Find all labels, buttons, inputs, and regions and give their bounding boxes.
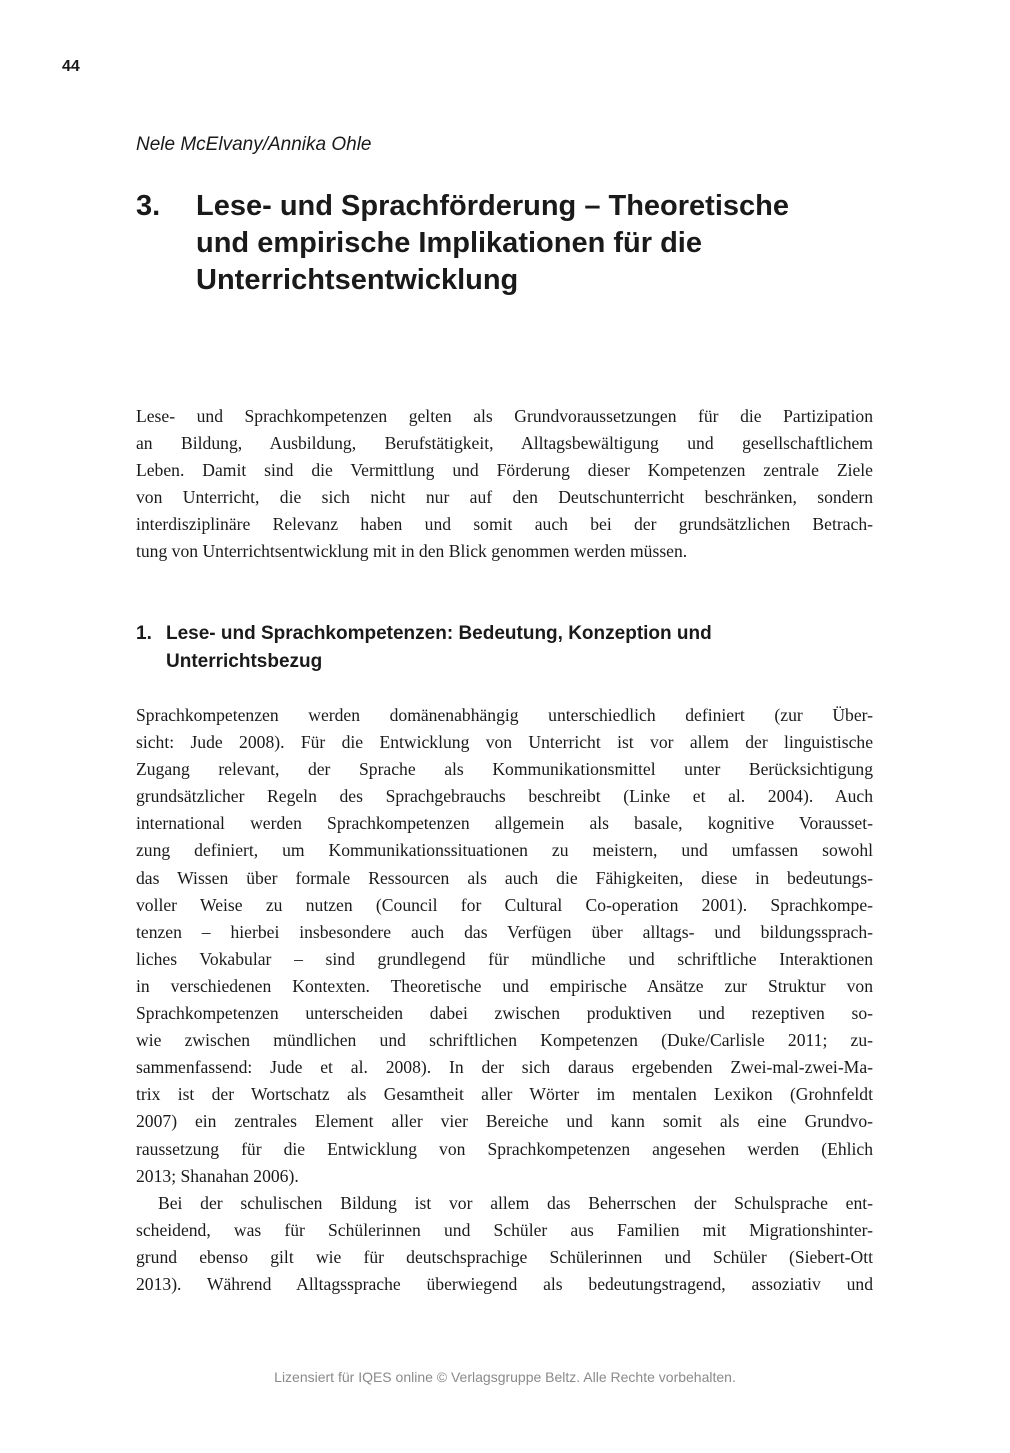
text-line: von Unterricht, die sich nicht nur auf den Deutschunterricht beschränken, sondern xyxy=(136,487,873,508)
text-line: Sprachkompetenzen werden domänenabhängig unterschiedlich definiert (zur Über- xyxy=(136,705,873,725)
text-line: wie zwischen mündlichen und schriftlichen Kompetenzen (Duke/Carlisle 2011; zu- xyxy=(136,1030,873,1051)
text-line: Sprachkompetenzen unterscheiden dabei zwischen produktiven und rezeptiven so- xyxy=(136,1003,873,1024)
chapter-authors: Nele McElvany/Annika Ohle xyxy=(136,134,372,155)
chapter-title xyxy=(136,188,896,299)
text-line: 2013). Während Alltagssprache überwiegend als bedeutungstragend, assoziativ und xyxy=(136,1273,873,1294)
text-line: das Wissen über formale Ressourcen als auch die Fähigkeiten, diese in bedeutungs- xyxy=(136,867,873,888)
section-title-line: Unterrichtsbezug xyxy=(166,651,323,672)
chapter-title-line: Unterrichtsentwicklung xyxy=(196,264,519,296)
text-line: voller Weise zu nutzen (Council for Cultural Co-operation 2001). Sprachkompe- xyxy=(136,894,873,915)
text-line: Leben. Damit sind die Vermittlung und Förderung dieser Kompetenzen zentrale Ziele xyxy=(136,460,873,481)
chapter-title-line: Lese- und Sprachförderung – Theoretische xyxy=(196,190,789,222)
text-line: in verschiedenen Kontexten. Theoretische und empirische Ansätze zur Struktur von xyxy=(136,975,873,996)
text-line: 2013; Shanahan 2006). xyxy=(136,1165,299,1186)
page-number: 44 xyxy=(62,58,80,75)
text-line: grund ebenso gilt wie für deutschsprachige Schülerinnen und Schüler (Siebert-Ott xyxy=(136,1246,873,1267)
text-line: Zugang relevant, der Sprache als Kommunikationsmittel unter Berücksichtigung xyxy=(136,759,873,780)
text-line: tenzen – hierbei insbesondere auch das Verfügen über alltags- und bildungssprach- xyxy=(136,921,873,942)
text-line: grundsätzlicher Regeln des Sprachgebrauchs beschreibt (Linke et al. 2004). Auch xyxy=(136,786,873,807)
text-line: sammenfassend: Jude et al. 2008). In der sich daraus ergebenden Zwei-mal-zwei-Ma- xyxy=(136,1057,873,1078)
text-line: zung definiert, um Kommunikationssituationen zu meistern, und umfassen sowohl xyxy=(136,840,873,861)
license-footer: Lizensiert für IQES online © Verlagsgruppe Beltz. Alle Rechte vorbehalten. xyxy=(274,1369,736,1385)
text-line: 2007) ein zentrales Element aller vier Bereiche und kann somit als eine Grundvo- xyxy=(136,1111,873,1132)
text-line: an Bildung, Ausbildung, Berufstätigkeit, Alltagsbewältigung und gesellschaftlichem xyxy=(136,433,873,454)
text-line: tung von Unterrichtsentwicklung mit in den Blick genommen werden müssen. xyxy=(136,541,688,562)
text-line: sicht: Jude 2008). Für die Entwicklung von Unterricht ist vor allem der linguistische xyxy=(136,732,873,753)
text-line: scheidend, was für Schülerinnen und Schüler aus Familien mit Migrationshinter- xyxy=(136,1219,873,1240)
section-number: 1. xyxy=(136,623,152,644)
chapter-title-line: und empirische Implikationen für die xyxy=(196,227,702,259)
text-line: Bei der schulischen Bildung ist vor allem das Beherrschen der Schulsprache ent- xyxy=(158,1192,873,1213)
intro-paragraph xyxy=(136,403,873,566)
text-line: international werden Sprachkompetenzen allgemein als basale, kognitive Vorausset- xyxy=(136,813,873,834)
chapter-number: 3. xyxy=(136,190,161,222)
body-text xyxy=(136,702,873,1298)
text-line: liches Vokabular – sind grundlegend für mündliche und schriftliche Interaktionen xyxy=(136,948,873,969)
text-line: Lese- und Sprachkompetenzen gelten als Grundvoraussetzungen für die Partizipation xyxy=(136,406,873,426)
section-title-line: Lese- und Sprachkompetenzen: Bedeutung, Konzeption und xyxy=(166,623,712,644)
text-line: raussetzung für die Entwicklung von Sprachkompetenzen angesehen werden (Ehlich xyxy=(136,1138,873,1159)
text-line: interdisziplinäre Relevanz haben und somit auch bei der grundsätzlichen Betrach- xyxy=(136,514,873,535)
section-heading xyxy=(136,620,712,676)
text-line: trix ist der Wortschatz als Gesamtheit aller Wörter im mentalen Lexikon (Grohnfeldt xyxy=(136,1084,873,1105)
